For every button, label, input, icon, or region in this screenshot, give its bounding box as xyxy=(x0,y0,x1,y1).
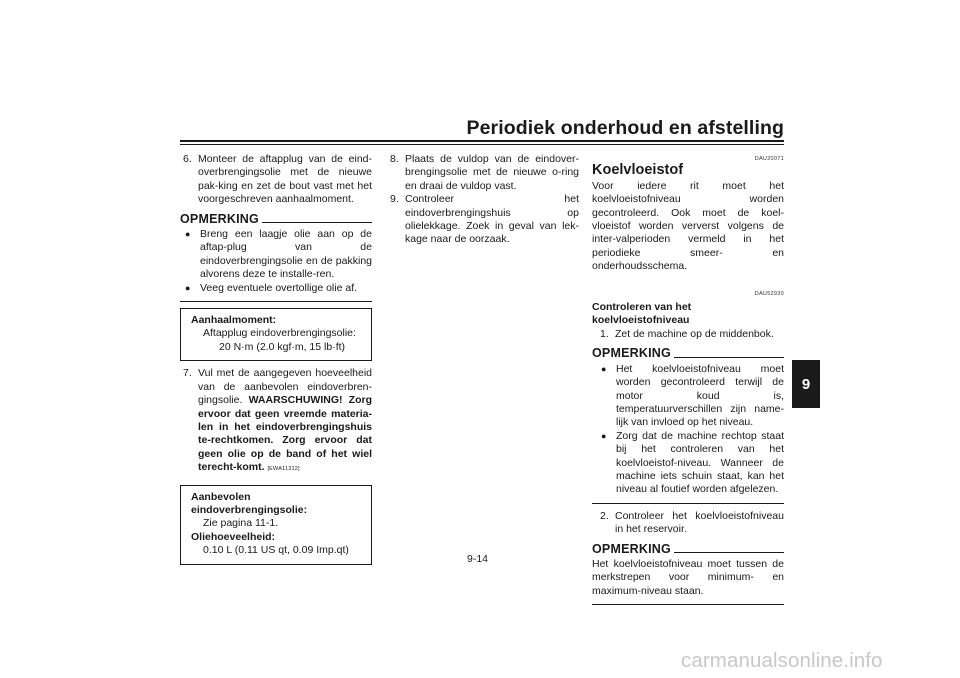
note-end-rule xyxy=(180,301,372,302)
note-rule xyxy=(674,552,784,553)
step-text: Plaats de vuldop van de eindover-brengingsolie met de nieuwe o-ring en draai de vuldop vast. xyxy=(405,153,579,192)
header-rule xyxy=(180,140,784,142)
step-text xyxy=(198,367,372,476)
note-rule xyxy=(262,222,372,223)
bullet-text: Het koelvloeistofniveau moet worden gecontroleerd terwijl de motor koud is, temperatuurverschillen zijn name-lijk van invloed op het niveau. xyxy=(616,362,784,429)
step-7 xyxy=(180,367,372,476)
spec-value: 20 N·m (2.0 kgf·m, 15 lb·ft) xyxy=(219,340,346,353)
oil-spec-box xyxy=(180,485,372,565)
note-label: OPMERKING xyxy=(592,541,671,556)
page-header-title: Periodiek onderhoud en afstelling xyxy=(466,117,784,139)
note-bullet xyxy=(180,282,372,295)
subsection-title: Controleren van het koelvloeistofniveau xyxy=(592,301,692,327)
spec-heading: Aanbevolen eindoverbrengingsolie: xyxy=(191,490,308,516)
column-right xyxy=(592,153,784,611)
step-9 xyxy=(387,193,579,247)
note-end-rule xyxy=(592,604,784,605)
step-number: 8. xyxy=(390,153,399,165)
intro-paragraph: Voor iedere rit moet het koelvloeistofniveau worden gecontroleerd. Ook moet de koel-vloeistof worden ververst volgens de inter-valperioden vermeld in het periodieke smeer- en onderhoudsschema. xyxy=(592,179,784,273)
step-number: 1. xyxy=(600,327,609,340)
doc-code: DAU52930 xyxy=(754,290,784,297)
bullet-icon: ● xyxy=(185,282,191,293)
note-bullet xyxy=(592,430,784,497)
step-number: 7. xyxy=(183,367,192,380)
step-6 xyxy=(180,153,372,207)
note-text: Het koelvloeistofniveau moet tussen de merkstrepen voor minimum- en maximum-niveau staan. xyxy=(592,557,784,597)
doc-code: DAU20071 xyxy=(754,156,784,162)
watermark: carmanualsonline.info xyxy=(681,649,883,672)
step-number: 2. xyxy=(600,509,609,522)
note-heading xyxy=(592,543,784,556)
torque-spec-box xyxy=(180,308,372,361)
note-label: OPMERKING xyxy=(592,346,671,361)
bullet-icon: ● xyxy=(601,430,607,441)
step-text: Zet de machine op de middenbok. xyxy=(615,327,774,340)
spec-heading: Aanhaalmoment: xyxy=(191,314,277,327)
spec-line: Zie pagina 11-1. xyxy=(203,517,279,530)
bullet-text: Zorg dat de machine rechtop staat bij het controleren van het koelvloeistof-niveau. Wanneer de machine iets schuin staat, kan het niveau al foutief worden afgelezen. xyxy=(616,429,784,496)
bullet-text: Veeg eventuele overtollige olie af. xyxy=(200,281,358,294)
note-bullet xyxy=(180,228,372,282)
note-end-rule xyxy=(592,503,784,504)
step-number: 9. xyxy=(390,193,399,206)
step-text: Controleer het eindoverbrengingshuis op olielekkage. Zoek in geval van lek-kage naar de oorzaak. xyxy=(405,193,579,246)
step-text: Monteer de aftapplug van de eind-overbrengingsolie met de nieuwe pak-king en zet de bout vast met het voorgeschreven aanhaalmoment. xyxy=(198,153,372,206)
bullet-icon: ● xyxy=(601,363,607,374)
bullet-icon: ● xyxy=(185,229,191,240)
column-left xyxy=(180,153,372,571)
note-heading xyxy=(180,213,372,226)
spec-heading: Oliehoeveelheid: xyxy=(191,530,276,543)
page-number: 9-14 xyxy=(467,553,489,565)
step-plain-text: Vul met de aangegeven hoeveelheid van de aanbevolen eindoverbren-gingsolie. xyxy=(198,367,372,407)
note-label: OPMERKING xyxy=(180,211,259,226)
step-8 xyxy=(387,153,579,193)
section-title: Koelvloeistof xyxy=(592,162,684,179)
chapter-tab: 9 xyxy=(792,360,820,408)
step-2 xyxy=(592,510,784,537)
warning-code: [EWA11312] xyxy=(267,466,300,473)
step-text: Controleer het koelvloeistofniveau in het reservoir. xyxy=(615,509,784,536)
note-rule xyxy=(674,357,784,358)
warning-text: WAARSCHUWING! Zorg ervoor dat geen vreemde materia-len in het eindoverbrengingshuis te-rechtkomen. Zorg ervoor dat geen olie op de band of het wiel terecht-komt. xyxy=(198,394,373,474)
step-1 xyxy=(592,328,784,341)
header-rule-thin xyxy=(180,144,784,145)
note-heading xyxy=(592,347,784,360)
column-middle xyxy=(387,153,579,247)
spec-line: Aftapplug eindoverbrengingsolie: xyxy=(203,327,356,340)
bullet-text: Breng een laagje olie aan op de aftap-plug van de eindoverbrengingsolie en de pakking alvorens deze te installe-ren. xyxy=(200,228,372,281)
step-number: 6. xyxy=(183,153,192,165)
note-bullet xyxy=(592,363,784,430)
spec-value: 0.10 L (0.11 US qt, 0.09 Imp.qt) xyxy=(203,544,349,557)
